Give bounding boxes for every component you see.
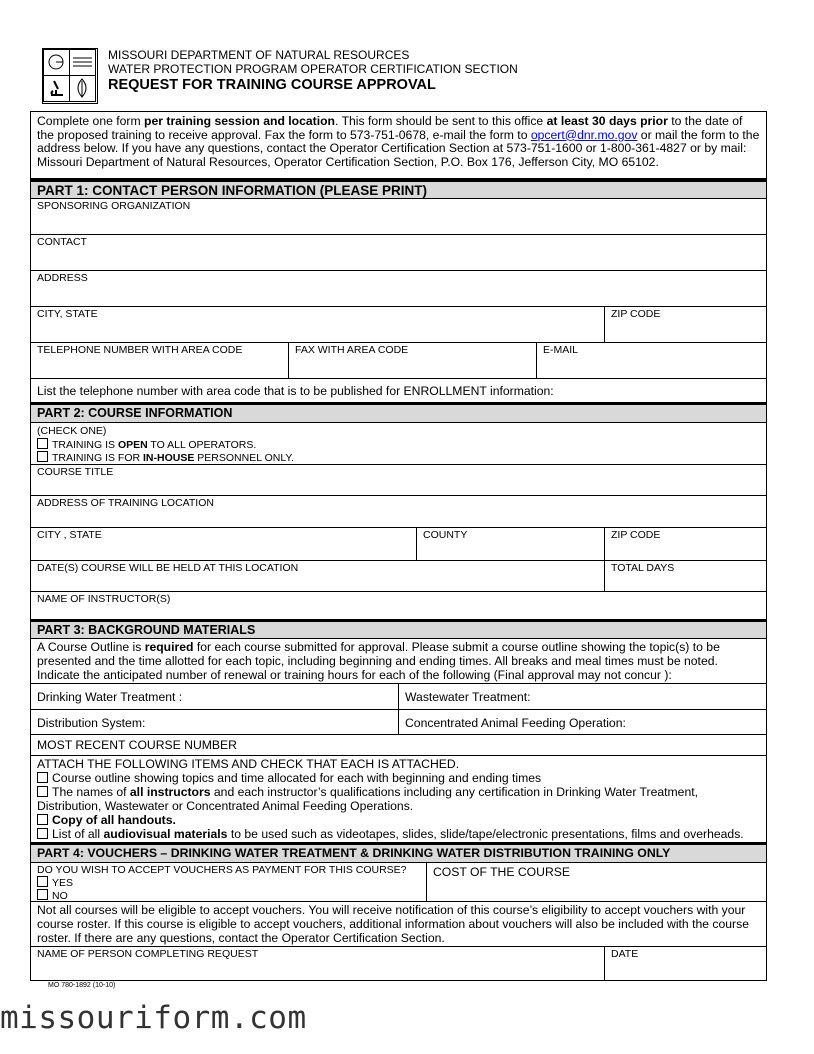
form-title: REQUEST FOR TRAINING COURSE APPROVAL bbox=[108, 77, 436, 93]
watermark: missouriform.com bbox=[0, 1000, 307, 1036]
program-name: WATER PROTECTION PROGRAM OPERATOR CERTIFICATION SECTION bbox=[108, 62, 518, 76]
zip-field[interactable]: ZIP CODE bbox=[604, 306, 767, 343]
email-field[interactable]: E-MAIL bbox=[536, 342, 767, 379]
leaf-icon bbox=[69, 75, 96, 102]
email-link[interactable]: opcert@dnr.mo.gov bbox=[530, 127, 638, 142]
instructions: Complete one form per training session and location. This form should be sent to this office at least 30 days prior to the date of the proposed training to receive approval. Fax the form to 573-751-0678, e-mail the form to opcert@dnr.mo.gov or mail the form to the address below. If you have any questions, contact the Operator Certification Section at 573-751-1600 or 1-800-361-4827 or by mail: Missouri Department of Natural Resources, Operator Certification Section, P.O. Box 176, Jefferson City, MO 65102. bbox=[30, 111, 767, 179]
training-city-field[interactable]: CITY , STATE bbox=[30, 527, 417, 561]
contact-field[interactable]: CONTACT bbox=[30, 234, 767, 271]
phone-field[interactable]: TELEPHONE NUMBER WITH AREA CODE bbox=[30, 342, 289, 379]
voucher-note: Not all courses will be eligible to accept vouchers. You will receive notification of this course’s eligibility to accept vouchers with your course roster. If this course is eligible to accept vouchers, additional information about vouchers will also be included with the course roster. If there are any questions, contact the Operator Certification Section. bbox=[30, 901, 767, 947]
training-type-group: (CHECK ONE) TRAINING IS OPEN TO ALL OPERATORS. TRAINING IS FOR IN-HOUSE PERSONNEL ONLY. bbox=[30, 422, 767, 465]
water-icon bbox=[69, 49, 96, 76]
recent-course-number-field[interactable]: MOST RECENT COURSE NUMBER bbox=[30, 734, 767, 756]
dnr-logo bbox=[42, 48, 98, 104]
instructors-checkbox[interactable]: The names of all instructors and each instructor’s qualifications including any certification in Drinking Water Treatment, Distribution, Wastewater or Concentrated Animal Feeding Operations. bbox=[37, 785, 699, 813]
city-state-field[interactable]: CITY, STATE bbox=[30, 306, 605, 343]
instructors-field[interactable]: NAME OF INSTRUCTOR(S) bbox=[30, 591, 767, 620]
address-field[interactable]: ADDRESS bbox=[30, 270, 767, 307]
fax-field[interactable]: FAX WITH AREA CODE bbox=[288, 342, 537, 379]
total-days-field[interactable]: TOTAL DAYS bbox=[604, 560, 767, 592]
wastewater-hours-field[interactable]: Wastewater Treatment: bbox=[398, 683, 767, 710]
voucher-question-group: DO YOU WISH TO ACCEPT VOUCHERS AS PAYMENT FOR THIS COURSE? YES NO bbox=[30, 862, 427, 902]
handouts-checkbox[interactable]: Copy of all handouts. bbox=[37, 813, 763, 827]
distribution-hours-field[interactable]: Distribution System: bbox=[30, 709, 399, 735]
enrollment-phone-field[interactable]: List the telephone number with area code that is to be published for ENROLLMENT information: bbox=[30, 378, 767, 403]
cafo-hours-field[interactable]: Concentrated Animal Feeding Operation: bbox=[398, 709, 767, 735]
course-dates-field[interactable]: DATE(S) COURSE WILL BE HELD AT THIS LOCATION bbox=[30, 560, 605, 592]
department-name: MISSOURI DEPARTMENT OF NATURAL RESOURCES bbox=[108, 48, 410, 62]
training-address-field[interactable]: ADDRESS OF TRAINING LOCATION bbox=[30, 495, 767, 528]
training-zip-field[interactable]: ZIP CODE bbox=[604, 527, 767, 561]
course-title-field[interactable]: COURSE TITLE bbox=[30, 464, 767, 496]
person-name-field[interactable]: NAME OF PERSON COMPLETING REQUEST bbox=[30, 946, 605, 981]
part3-header: PART 3: BACKGROUND MATERIALS bbox=[30, 619, 767, 639]
sun-icon bbox=[43, 49, 70, 76]
attachments-checklist: ATTACH THE FOLLOWING ITEMS AND CHECK THAT EACH IS ATTACHED. Course outline showing topics and time allocated for each with beginning and ending times The names of all instructors and each instructor’s qualifications including any certification in Drinking Water Treatment, Distribution, Wastewater or Concentrated Animal Feeding Operations. Copy of all handouts. List of all audiovisual materials to be used such as videotapes, slides, slide/tape/electronic presentations, films and overheads. bbox=[30, 755, 767, 843]
open-checkbox[interactable]: TRAINING IS OPEN TO ALL OPERATORS. bbox=[37, 438, 294, 452]
outline-checkbox[interactable]: Course outline showing topics and time allocated for each with beginning and ending times bbox=[37, 771, 763, 785]
inhouse-checkbox[interactable]: TRAINING IS FOR IN-HOUSE PERSONNEL ONLY. bbox=[37, 451, 294, 465]
sponsoring-org-field[interactable]: SPONSORING ORGANIZATION bbox=[30, 198, 767, 235]
microscope-icon bbox=[43, 75, 70, 102]
drinking-water-hours-field[interactable]: Drinking Water Treatment : bbox=[30, 683, 399, 710]
part1-header: PART 1: CONTACT PERSON INFORMATION (PLEASE PRINT) bbox=[30, 179, 767, 199]
part4-header: PART 4: VOUCHERS – DRINKING WATER TREATMENT & DRINKING WATER DISTRIBUTION TRAINING ONLY bbox=[30, 842, 767, 863]
voucher-no-checkbox[interactable]: NO bbox=[37, 889, 407, 902]
audiovisual-checkbox[interactable]: List of all audiovisual materials to be used such as videotapes, slides, slide/tape/electronic presentations, films and overheads. bbox=[37, 827, 763, 841]
course-cost-field[interactable]: COST OF THE COURSE bbox=[426, 862, 767, 902]
part2-header: PART 2: COURSE INFORMATION bbox=[30, 402, 767, 423]
course-outline-instructions: A Course Outline is required for each course submitted for approval. Please submit a course outline showing the topic(s) to be presented and the time allotted for each topic, including beginning and ending times. All breaks and meal times must be noted. Indicate the anticipated number of renewal or training hours for each of the following (Final approval may not concur ): bbox=[30, 638, 767, 684]
date-field[interactable]: DATE bbox=[604, 946, 767, 981]
voucher-yes-checkbox[interactable]: YES bbox=[37, 876, 407, 889]
form-number: MO 780-1892 (10-10) bbox=[48, 982, 116, 989]
county-field[interactable]: COUNTY bbox=[416, 527, 605, 561]
